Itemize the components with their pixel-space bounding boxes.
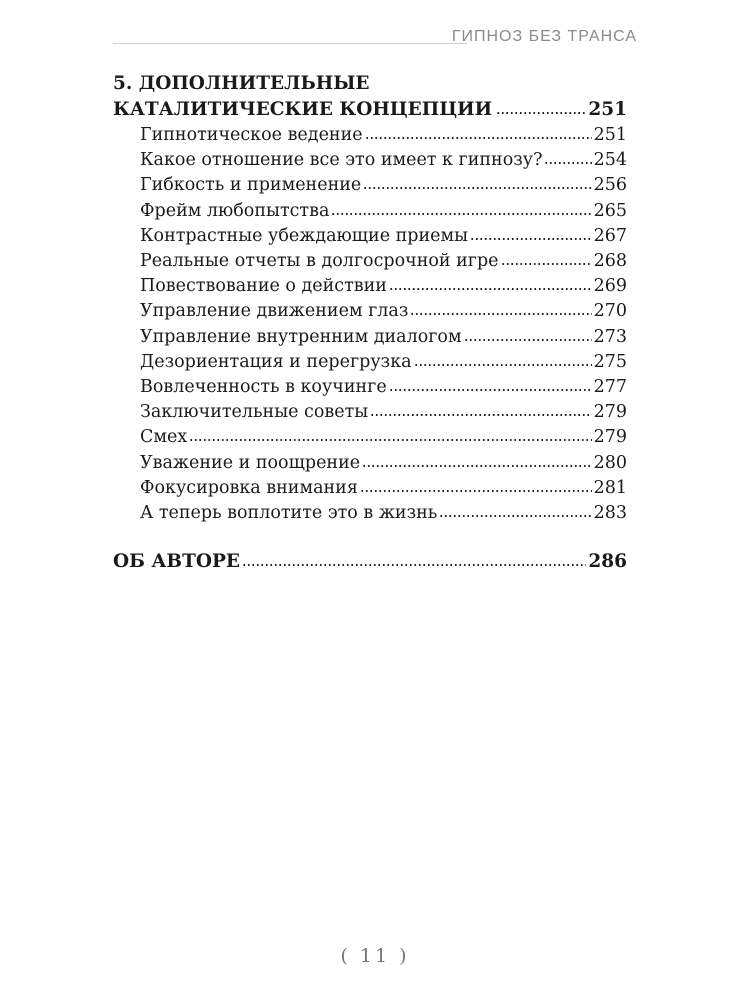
dot-leader	[544, 161, 591, 165]
dot-leader	[242, 563, 586, 567]
toc-entry[interactable]	[113, 425, 627, 450]
dot-leader	[410, 312, 591, 316]
toc-entry[interactable]	[113, 148, 627, 173]
toc-entry-page-number: 267	[593, 225, 627, 246]
toc-entry[interactable]	[113, 325, 627, 350]
page-number: ( 11 )	[340, 945, 410, 967]
about-author-page-number: 286	[588, 551, 627, 573]
toc-entry[interactable]	[113, 274, 627, 299]
toc-entry[interactable]	[113, 173, 627, 198]
toc-entry-page-number: 265	[593, 200, 627, 221]
toc-entry-page-number: 251	[593, 125, 627, 145]
toc-entry[interactable]	[113, 199, 627, 224]
table-of-contents	[113, 71, 627, 575]
toc-entry[interactable]	[113, 451, 627, 476]
toc-entry-label: Контрастные убеждающие приемы	[140, 225, 469, 246]
toc-entry-page-number: 283	[593, 503, 627, 524]
running-head-title: ГИПНОЗ БЕЗ ТРАНСА	[451, 28, 637, 45]
toc-entry-page-number: 269	[593, 276, 627, 297]
toc-entry-page-number: 281	[593, 477, 627, 498]
toc-entry[interactable]	[113, 299, 627, 324]
dot-leader	[389, 388, 592, 392]
toc-entry-page-number: 254	[593, 150, 627, 171]
toc-entries	[113, 123, 627, 526]
toc-entry[interactable]	[113, 400, 627, 425]
dot-leader	[365, 136, 592, 140]
toc-entry[interactable]	[113, 476, 627, 501]
dot-leader	[189, 438, 591, 442]
running-head	[113, 28, 637, 48]
toc-entry-label: Заключительные советы	[140, 402, 369, 423]
toc-entry[interactable]	[113, 224, 627, 249]
dot-leader	[363, 186, 591, 190]
dot-leader	[496, 111, 586, 115]
chapter-title-line-2: КАТАЛИТИЧЕСКИЕ КОНЦЕПЦИИ	[113, 99, 493, 120]
toc-entry-page-number: 280	[593, 452, 627, 473]
toc-entry-label: Дезориентация и перегрузка	[140, 351, 412, 372]
toc-entry-page-number: 279	[593, 402, 627, 423]
toc-entry[interactable]	[113, 123, 627, 148]
toc-entry-page-number: 277	[593, 377, 627, 398]
toc-entry[interactable]	[113, 249, 627, 274]
toc-entry-page-number: 270	[593, 301, 627, 322]
toc-entry-label: Фрейм любопытства	[140, 200, 330, 221]
toc-entry[interactable]	[113, 375, 627, 400]
dot-leader	[389, 287, 592, 291]
toc-entry-label: Управление движением глаз	[140, 301, 409, 322]
toc-entry-page-number: 275	[593, 351, 627, 372]
chapter-page-number: 251	[588, 99, 627, 120]
toc-entry-label: Фокусировка внимания	[140, 477, 358, 498]
about-author-label: ОБ АВТОРЕ	[113, 551, 240, 573]
toc-entry-label: А теперь воплотите это в жизнь	[140, 503, 438, 524]
toc-entry[interactable]	[113, 501, 627, 526]
toc-entry[interactable]	[113, 350, 627, 375]
toc-entry-page-number: 279	[593, 427, 627, 448]
header-rule	[113, 43, 467, 44]
toc-entry-label: Повествование о действии	[140, 276, 387, 297]
toc-entry-label: Вовлеченность в коучинге	[140, 377, 387, 398]
dot-leader	[362, 464, 591, 468]
dot-leader	[360, 489, 592, 493]
toc-entry-page-number: 268	[593, 251, 627, 272]
dot-leader	[464, 338, 592, 342]
dot-leader	[414, 363, 592, 367]
dot-leader	[331, 212, 591, 216]
chapter-title-line-1: 5. ДОПОЛНИТЕЛЬНЫЕ	[113, 73, 370, 94]
dot-leader	[370, 413, 591, 417]
toc-entry-label: Гипнотическое ведение	[140, 125, 363, 145]
dot-leader	[501, 262, 592, 266]
toc-entry-label: Управление внутренним диалогом	[140, 326, 462, 347]
about-author-entry[interactable]	[113, 549, 627, 575]
chapter-heading[interactable]	[113, 71, 627, 123]
chapter-title-row	[113, 97, 627, 123]
dot-leader	[470, 237, 592, 241]
toc-entry-label: Реальные отчеты в долгосрочной игре	[140, 251, 499, 272]
toc-entry-page-number: 256	[593, 175, 627, 196]
dot-leader	[439, 514, 591, 518]
toc-entry-label: Смех	[140, 427, 188, 448]
toc-entry-label: Уважение и поощрение	[140, 452, 361, 473]
toc-entry-label: Гибкость и применение	[140, 175, 362, 196]
toc-entry-page-number: 273	[593, 326, 627, 347]
toc-entry-label: Какое отношение все это имеет к гипнозу?	[140, 150, 543, 171]
